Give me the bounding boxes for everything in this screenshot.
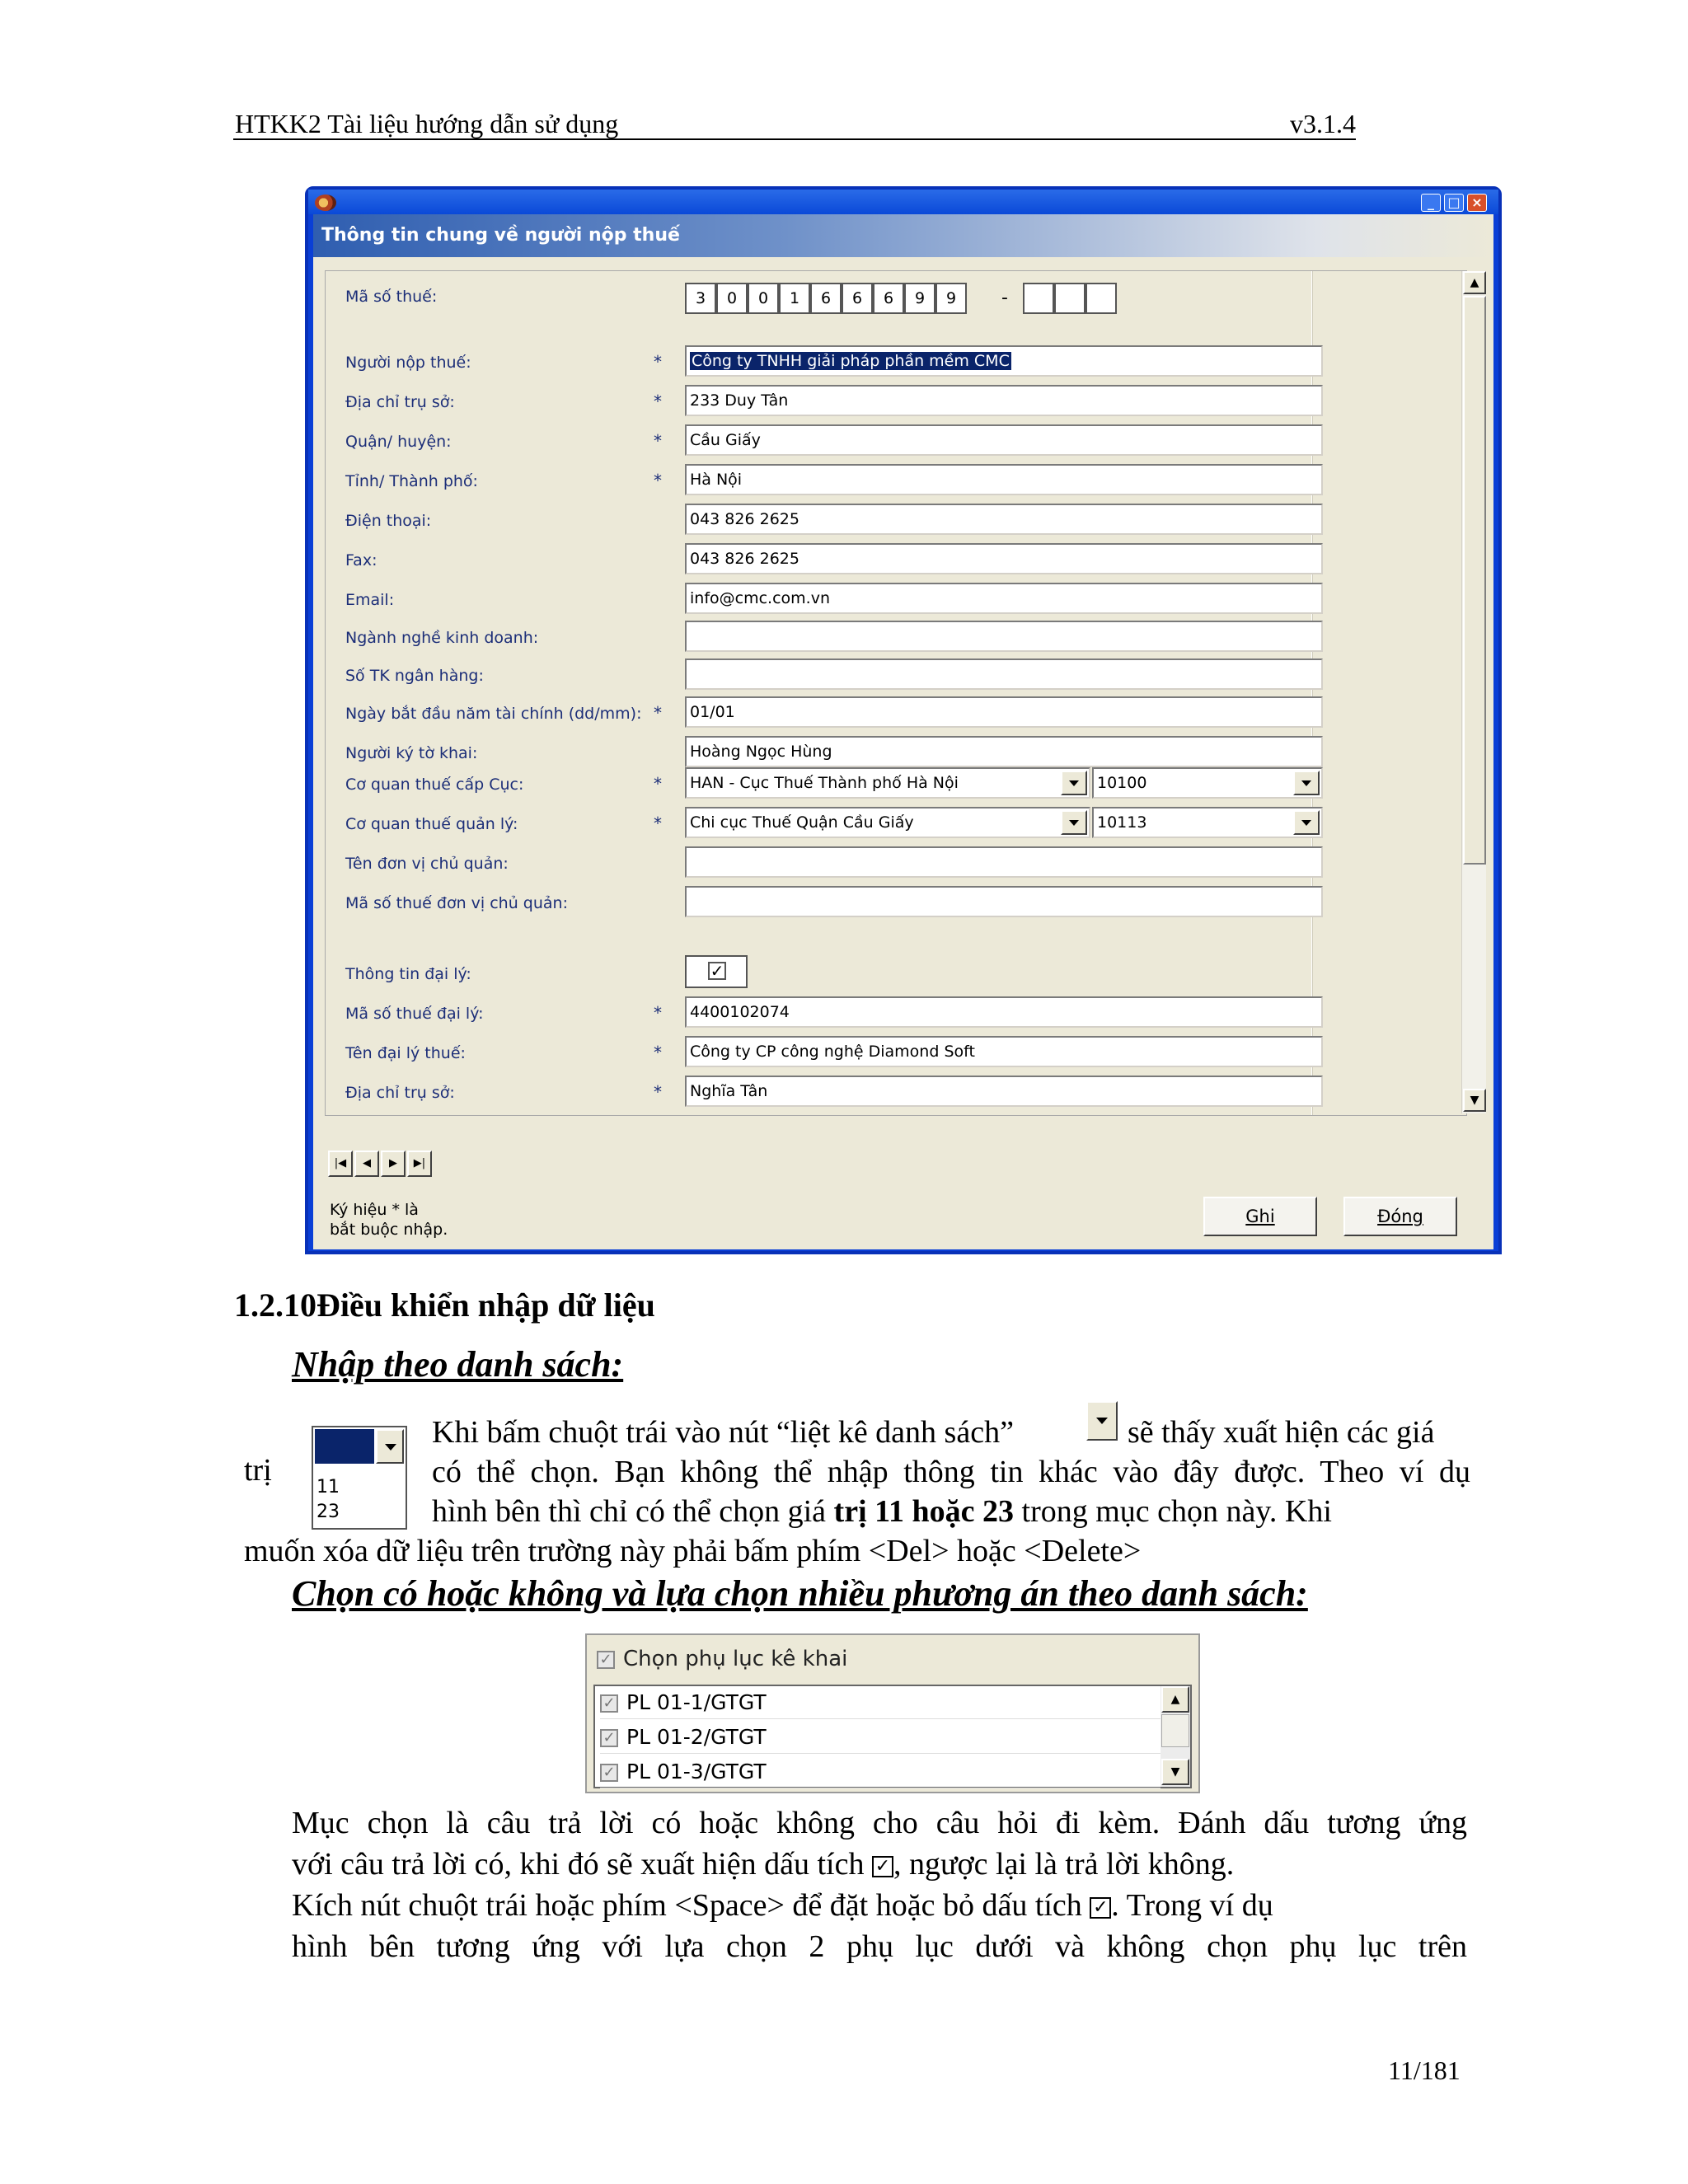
text-field[interactable] [685,658,1323,690]
chevron-down-icon [376,1429,404,1464]
mst-digit-box[interactable]: 0 [716,283,748,314]
p2-line3 [292,1886,1273,1925]
mst-digit-box[interactable]: 1 [779,283,810,314]
subheading-list-input: Nhập theo danh sách: [292,1344,624,1385]
p2-line2-a: với câu trả lời có, khi đó sẽ xuất hiện dấu tích [292,1847,865,1882]
chevron-down-icon[interactable] [1293,771,1320,795]
required-mark: * [654,471,662,490]
section-title: 1.2.10Điều khiển nhập dữ liệu [234,1286,655,1324]
p2-line3-a: Kích nút chuột trái hoặc phím <Space> để đặt hoặc bỏ dấu tích [292,1888,1082,1923]
quanly-select[interactable] [685,807,1090,838]
mst-digit-box[interactable]: 9 [904,283,935,314]
text-field[interactable] [685,696,1323,728]
p1-line1: Khi bấm chuột trái vào nút “liệt kê danh sách” [432,1415,1014,1450]
required-mark: * [654,774,662,794]
p2-line2-b: , ngược lại là trả lời không. [893,1847,1235,1882]
mst-digit-box[interactable]: 0 [748,283,779,314]
subheading-multi-choice: Chọn có hoặc không và lựa chọn nhiều phương án theo danh sách: [292,1573,1308,1614]
text-field-value: 01/01 [690,703,735,721]
checkbox-icon[interactable]: ✓ [600,1729,618,1747]
maximize-button[interactable]: □ [1444,194,1464,212]
text-field[interactable] [685,424,1323,456]
doc-version: v3.1.4 [1290,109,1356,138]
text-field[interactable] [685,464,1323,495]
window-client [313,214,1493,1249]
required-mark: * [654,703,662,723]
demo-selected-value [315,1429,374,1464]
chevron-down-icon[interactable] [1293,810,1320,835]
field-label: Email: [345,591,395,609]
agent-field-label: Tên đại lý thuế: [345,1044,466,1062]
required-mark: * [654,1043,662,1062]
cuc-code-select[interactable] [1092,767,1323,799]
checkbox-icon[interactable]: ✓ [600,1694,618,1713]
chuquan-mst-field[interactable] [685,886,1323,917]
appendix-header[interactable] [597,1647,847,1671]
text-field[interactable] [685,736,1323,767]
last-record-icon[interactable]: ▶| [407,1151,432,1177]
appendix-list [593,1685,1192,1788]
text-field-value: 043 826 2625 [690,510,799,528]
list-item-label: PL 01-2/GTGT [626,1725,767,1749]
demo-option: 11 [316,1477,340,1497]
text-field[interactable] [685,504,1323,535]
chuquan-name-label: Tên đơn vị chủ quản: [345,855,509,873]
mst-digit-box[interactable]: 6 [842,283,873,314]
close-window-button[interactable]: × [1467,194,1487,212]
form-title: Thông tin chung về người nộp thuế [313,214,1493,257]
text-field-value: Cầu Giấy [690,431,761,449]
scroll-down-icon[interactable]: ▼ [1161,1759,1189,1785]
p1-line2: có thể chọn. Bạn không thể nhập thông tin khác vào đây được. Theo ví dụ [432,1455,1470,1489]
appendix-header-label: Chọn phụ lục kê khai [623,1647,848,1671]
text-field[interactable] [685,621,1323,652]
p2-line3-b: . Trong ví dụ [1111,1888,1273,1923]
required-mark: * [654,813,662,833]
agent-text-field[interactable]: Công ty CP công nghệ Diamond Soft [685,1036,1323,1067]
taxpayer-info-window [305,186,1502,1254]
agent-field-label: Địa chỉ trụ sở: [345,1084,455,1102]
mst-ext-box[interactable] [1023,283,1054,314]
p2-line2 [292,1844,1234,1884]
text-field-value: Hà Nội [690,471,743,489]
prev-record-icon[interactable]: ◀ [354,1151,379,1177]
page-number: 11/181 [1388,2055,1461,2085]
p1-line3-a: hình bên thì chỉ có thể chọn giá [432,1494,827,1529]
agent-field-label: Mã số thuế đại lý: [345,1005,484,1023]
field-label: Địa chỉ trụ sở: [345,393,455,411]
scroll-up-icon[interactable]: ▲ [1463,271,1486,294]
scroll-thumb[interactable] [1161,1714,1189,1747]
close-button[interactable]: Đóng [1343,1197,1457,1236]
agent-text-field[interactable]: 4400102074 [685,996,1323,1028]
record-navigator [328,1151,435,1179]
field-label: Điện thoại: [345,512,432,530]
agent-text-field[interactable]: Nghĩa Tân [685,1076,1323,1107]
cuc-select[interactable] [685,767,1090,799]
required-mark: * [654,1003,662,1023]
field-label: Ngành nghề kinh doanh: [345,629,539,647]
mst-ext-box[interactable] [1085,283,1117,314]
checkmark-icon: ✓ [708,962,726,980]
next-record-icon[interactable]: ▶ [381,1151,406,1177]
checkmark-icon: ✓ [872,1856,893,1877]
field-label: Số TK ngân hàng: [345,667,484,685]
p1-line3-c: trong mục chọn này. Khi [1021,1494,1332,1529]
required-hint: Ký hiệu * là bắt buộc nhập. [330,1201,448,1239]
daily-label: Thông tin đại lý: [345,965,471,983]
list-item-label: PL 01-3/GTGT [626,1760,767,1783]
quanly-select-value: Chi cục Thuế Quận Cầu Giấy [690,813,914,832]
scroll-down-icon[interactable]: ▼ [1463,1089,1486,1112]
cuc-label: Cơ quan thuế cấp Cục: [345,776,524,794]
scroll-up-icon[interactable]: ▲ [1161,1686,1189,1713]
list-item[interactable] [600,1686,1160,1719]
required-mark: * [654,431,662,451]
text-field-value: info@cmc.com.vn [690,589,830,607]
form-scrollbar[interactable] [1461,271,1486,1113]
demo-dropdown [312,1426,407,1530]
text-field[interactable] [685,543,1323,574]
word-tri: trị [244,1453,272,1488]
window-titlebar [308,190,1498,214]
mst-dash: - [1001,288,1008,308]
appendix-selector [585,1633,1200,1793]
mst-digit-box[interactable]: 3 [685,283,716,314]
p1-line3 [432,1492,1332,1531]
required-mark: * [654,1082,662,1102]
text-field-value: Hoàng Ngọc Hùng [690,743,832,761]
required-mark: * [654,391,662,411]
doc-title: HTKK2 Tài liệu hướng dẫn sử dụng [235,109,619,138]
minimize-button[interactable]: _ [1421,194,1441,212]
text-field-value: Công ty TNHH giải pháp phần mềm CMC [692,352,1010,370]
p2-line4: hình bên tương ứng với lựa chọn 2 phụ lục dưới và không chọn phụ lục trên [292,1929,1467,1964]
appendix-scrollbar[interactable] [1160,1686,1190,1787]
mst-digit-box[interactable]: 6 [810,283,842,314]
mst-digit-box[interactable]: 6 [873,283,904,314]
app-icon [315,194,336,211]
field-label: Người nộp thuế: [345,354,471,372]
list-item[interactable] [600,1721,1160,1754]
text-field[interactable] [685,583,1323,614]
chevron-down-icon[interactable] [1061,771,1087,795]
daily-checkbox[interactable] [685,955,748,988]
checkbox-icon[interactable]: ✓ [597,1651,615,1669]
form-area [325,270,1479,1116]
text-field-value: 233 Duy Tân [690,391,789,410]
p1-line4: muốn xóa dữ liệu trên trường này phải bấm phím <Del> hoặc <Delete> [244,1534,1142,1568]
running-header [233,105,1356,140]
mst-digit-box[interactable]: 9 [935,283,967,314]
scroll-thumb[interactable] [1463,296,1486,865]
chuquan-mst-label: Mã số thuế đơn vị chủ quản: [345,894,568,912]
checkmark-icon: ✓ [1090,1897,1111,1919]
chuquan-name-field[interactable] [685,846,1323,878]
dropdown-button-icon [1086,1401,1118,1441]
mst-ext-box[interactable] [1054,283,1085,314]
mst-label: Mã số thuế: [345,288,438,306]
p2-line1: Mục chọn là câu trả lời có hoặc không cho câu hỏi đi kèm. Đánh dấu tương ứng [292,1806,1467,1840]
field-label: Fax: [345,551,377,569]
cuc-select-value: HAN - Cục Thuế Thành phố Hà Nội [690,774,959,792]
quanly-code-select[interactable] [1092,807,1323,838]
cuc-code-value: 10100 [1097,774,1147,792]
quanly-code-value: 10113 [1097,813,1147,832]
required-mark: * [654,352,662,372]
list-item-label: PL 01-1/GTGT [626,1690,767,1714]
checkbox-icon[interactable]: ✓ [600,1764,618,1782]
text-field[interactable] [685,385,1323,416]
field-label: Quận/ huyện: [345,433,452,451]
chevron-down-icon[interactable] [1061,810,1087,835]
list-item[interactable] [600,1755,1160,1788]
text-field-value: 043 826 2625 [690,550,799,568]
field-label: Người ký tờ khai: [345,744,478,762]
save-button[interactable]: Ghi [1203,1197,1317,1236]
p1-line1b: sẽ thấy xuất hiện các giá [1128,1415,1435,1450]
demo-option: 23 [316,1502,340,1522]
first-record-icon[interactable]: |◀ [328,1151,353,1177]
quanly-label: Cơ quan thuế quản lý: [345,815,518,833]
p1-line3-bold: trị 11 hoặc 23 [833,1494,1015,1529]
field-label: Ngày bắt đầu năm tài chính (dd/mm): [345,705,642,723]
text-field[interactable] [685,345,1323,377]
field-label: Tỉnh/ Thành phố: [345,472,478,490]
